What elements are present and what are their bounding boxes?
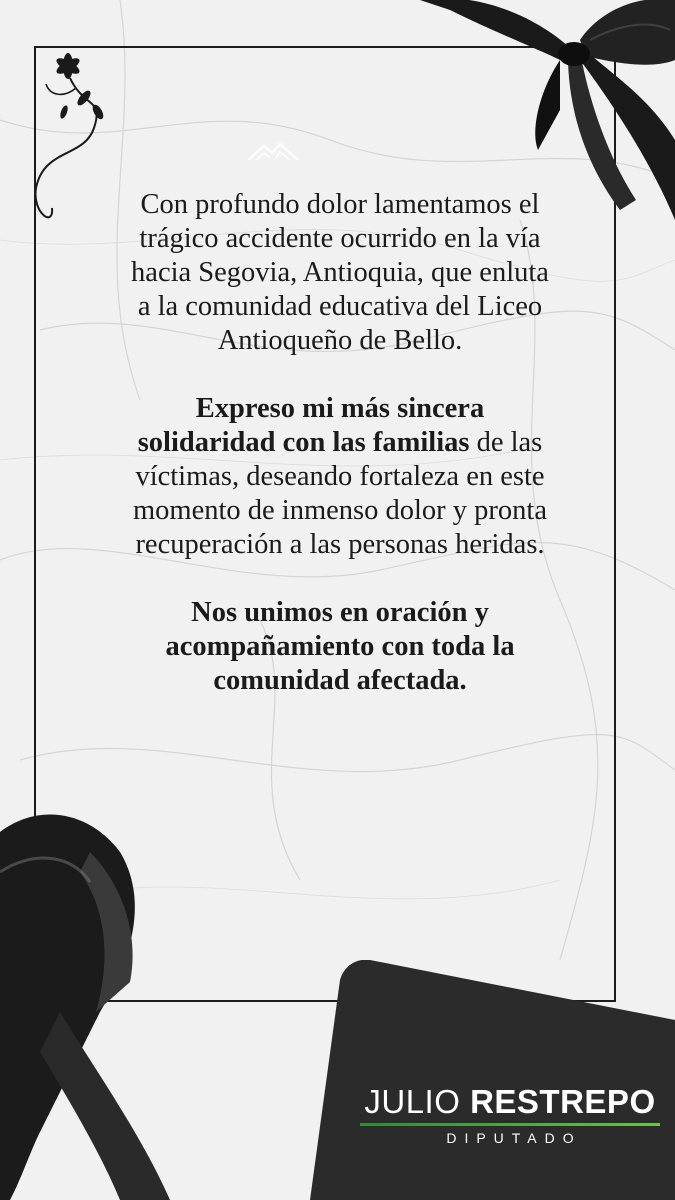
brand-last-name: RESTREPO — [470, 1083, 656, 1120]
message-paragraph-2 — [130, 392, 550, 562]
message-paragraph-3-bold: Nos unimos en oración y acompañamiento con toda la comunidad afectada. — [165, 597, 515, 696]
mountain-logo-icon — [246, 140, 300, 162]
message-paragraph-1: Con profundo dolor lamentamos el trágico accidente ocurrido en la vía hacia Segovia, Antioquia, que enluta a la comunidad educativa del Liceo Antioqueño de Bello. — [131, 189, 549, 356]
brand-accent-line — [360, 1123, 660, 1126]
message-paragraph-2-rest: de las víctimas, deseando fortaleza en este momento de inmenso dolor y pronta recuperación a las personas heridas. — [133, 427, 547, 560]
brand-name — [356, 1084, 664, 1120]
message-paragraph-3 — [130, 596, 550, 698]
black-bow-icon — [420, 0, 675, 220]
brand-logo — [356, 1084, 664, 1146]
message-paragraph-2-bold: Expreso mi más sincera solidaridad con las familias — [137, 393, 485, 458]
brand-panel — [310, 960, 675, 1200]
condolence-message — [130, 188, 550, 732]
black-ribbon-icon — [0, 812, 200, 1200]
brand-first-name: JULIO — [364, 1083, 461, 1120]
brand-title: DIPUTADO — [446, 1130, 582, 1146]
flourish-ornament-icon — [24, 38, 134, 238]
